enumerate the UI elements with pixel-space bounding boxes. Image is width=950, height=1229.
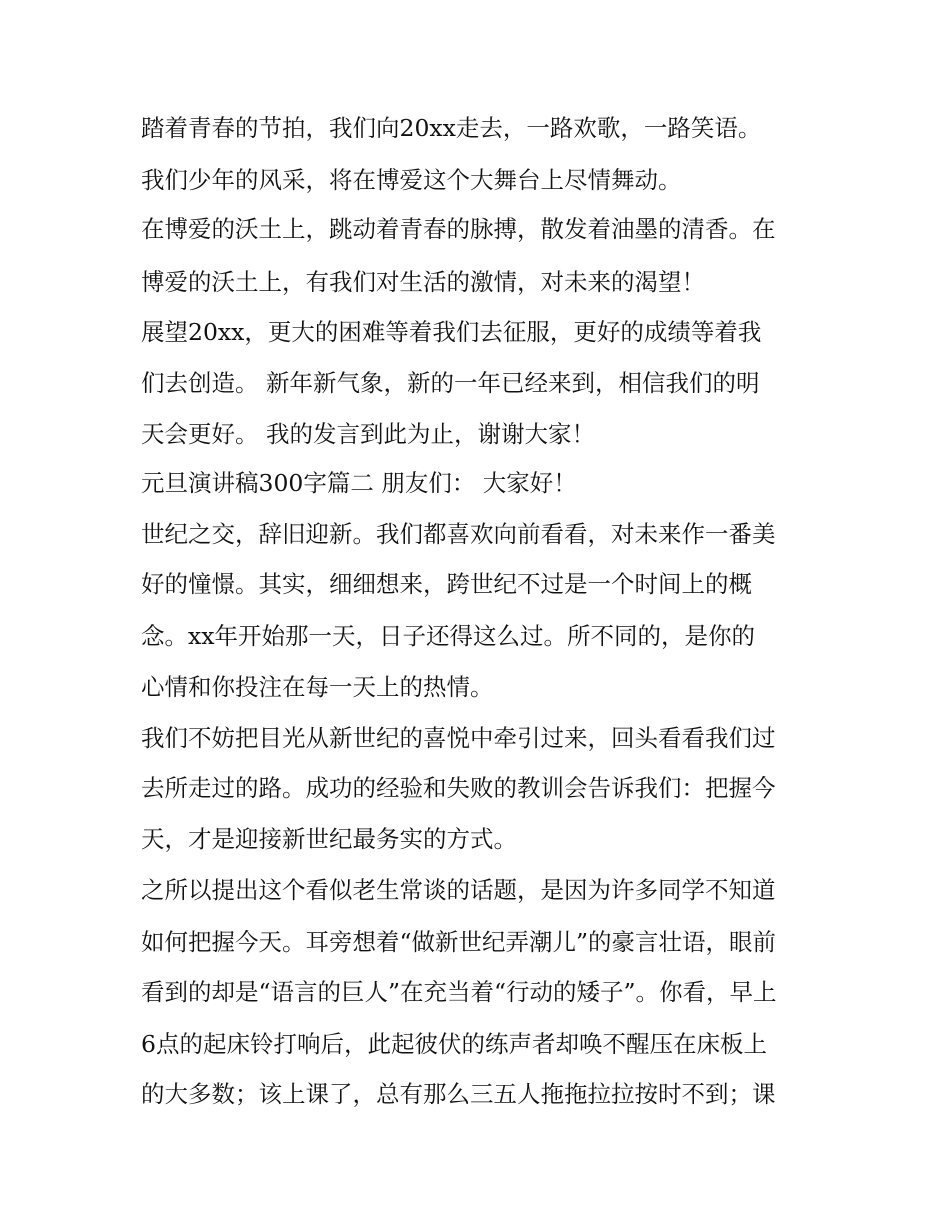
text-line: 在博爱的沃土上，跳动着青春的脉搏，散发着油墨的清香。在 <box>141 215 776 243</box>
text-line: 去所走过的路。成功的经验和失败的教训会告诉我们：把握今 <box>141 774 776 802</box>
text-line: 世纪之交，辞旧迎新。我们都喜欢向前看看，对未来作一番美 <box>141 520 776 548</box>
text-line: 之所以提出这个看似老生常谈的话题，是因为许多同学不知道 <box>141 876 776 904</box>
text-line: 的大多数；该上课了，总有那么三五人拖拖拉拉按时不到；课 <box>141 1080 776 1108</box>
text-line: 如何把握今天。耳旁想着“做新世纪弄潮儿”的豪言壮语，眼前 <box>141 928 777 956</box>
text-line: 6点的起床铃打响后，此起彼伏的练声者却唤不醒压在床板上 <box>141 1030 767 1058</box>
text-line: 我们少年的风采，将在博爱这个大舞台上尽情舞动。 <box>141 166 682 194</box>
text-line: 天会更好。 我的发言到此为止，谢谢大家！ <box>141 420 595 448</box>
text-line: 博爱的沃土上，有我们对生活的激情，对未来的渴望！ <box>141 268 705 296</box>
text-line: 看到的却是“语言的巨人”在充当着“行动的矮子”。你看，早上 <box>141 978 777 1006</box>
text-line: 念。xx年开始那一天，日子还得这么过。所不同的，是你的 <box>141 622 756 650</box>
text-line: 心情和你投注在每一天上的热情。 <box>141 673 494 701</box>
section-heading: 元旦演讲稿300字篇二 朋友们： 大家好！ <box>141 469 577 497</box>
text-line: 天，才是迎接新世纪最务实的方式。 <box>141 825 517 853</box>
text-line: 展望20xx，更大的困难等着我们去征服，更好的成绩等着我 <box>141 318 762 346</box>
text-line: 踏着青春的节拍，我们向20xx走去，一路欢歌，一路笑语。 <box>141 114 762 142</box>
text-line: 们去创造。 新年新气象，新的一年已经来到，相信我们的明 <box>141 369 760 397</box>
text-line: 我们不妨把目光从新世纪的喜悦中牵引过来，回头看看我们过 <box>141 724 776 752</box>
text-line: 好的憧憬。其实，细细想来，跨世纪不过是一个时间上的概 <box>141 570 752 598</box>
